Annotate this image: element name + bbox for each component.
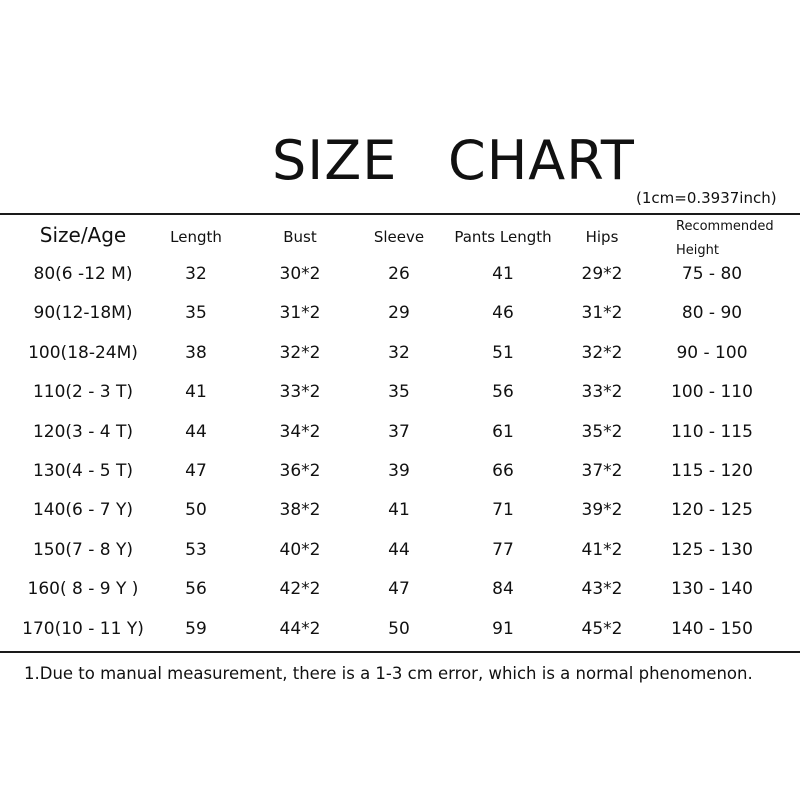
cell-size-age: 110(2 - 3 T) — [32, 382, 134, 403]
cell-pants-length: 71 — [492, 500, 514, 521]
cell-length: 47 — [185, 461, 207, 481]
cell-pants-length: 61 — [492, 421, 514, 442]
cell-hips: 29*2 — [581, 264, 623, 284]
cell-pants-length: 77 — [492, 539, 514, 560]
cell-hips: 43*2 — [581, 579, 623, 600]
cell-hips: 37*2 — [581, 461, 623, 481]
cell-pants-length: 66 — [492, 461, 514, 481]
cell-length: 53 — [185, 539, 207, 560]
header-length: Length — [170, 228, 222, 246]
header-pants-length: Pants Length — [454, 228, 552, 246]
cell-pants-length: 41 — [492, 264, 514, 284]
cell-recommended-height: 75 - 80 — [681, 264, 743, 284]
cell-hips: 33*2 — [581, 382, 623, 403]
table-row — [0, 538, 800, 566]
cell-bust: 40*2 — [279, 539, 321, 560]
cell-hips: 31*2 — [581, 303, 623, 324]
cell-length: 59 — [185, 618, 207, 639]
table-row — [0, 617, 800, 645]
cell-recommended-height: 100 - 110 — [671, 382, 753, 403]
cell-bust: 31*2 — [279, 303, 321, 324]
header-hips: Hips — [585, 228, 619, 246]
cell-pants-length: 46 — [492, 303, 514, 324]
cell-sleeve: 26 — [388, 264, 410, 284]
cell-size-age: 130(4 - 5 T) — [32, 461, 134, 481]
table-row — [0, 262, 800, 290]
cell-length: 44 — [185, 421, 207, 442]
table-row — [0, 498, 800, 526]
cell-hips: 32*2 — [581, 342, 623, 363]
cell-hips: 39*2 — [581, 500, 623, 521]
cell-size-age: 170(10 - 11 Y) — [22, 618, 144, 639]
cell-sleeve: 41 — [388, 500, 410, 521]
table-row — [0, 301, 800, 329]
table-row — [0, 380, 800, 408]
cell-size-age: 140(6 - 7 Y) — [32, 500, 134, 521]
cell-hips: 35*2 — [581, 421, 623, 442]
header-recommended-height: Recommended Height — [676, 219, 774, 258]
cell-length: 50 — [185, 500, 207, 521]
cell-sleeve: 37 — [388, 421, 410, 442]
cell-recommended-height: 120 - 125 — [671, 500, 753, 521]
table-row — [0, 420, 800, 448]
table-row — [0, 341, 800, 369]
table-row — [0, 577, 800, 605]
table-header-row — [0, 214, 800, 260]
cell-length: 35 — [185, 303, 207, 324]
cell-sleeve: 47 — [388, 579, 410, 600]
cell-sleeve: 35 — [388, 382, 410, 403]
cell-pants-length: 84 — [492, 579, 514, 600]
cell-bust: 42*2 — [279, 579, 321, 600]
cell-length: 32 — [185, 264, 207, 284]
table-row — [0, 459, 800, 487]
cell-recommended-height: 115 - 120 — [671, 461, 753, 481]
header-bust: Bust — [283, 228, 317, 246]
cell-size-age: 120(3 - 4 T) — [32, 421, 134, 442]
cell-pants-length: 91 — [492, 618, 514, 639]
cell-recommended-height: 90 - 100 — [676, 342, 748, 363]
cell-sleeve: 32 — [388, 342, 410, 363]
cell-length: 56 — [185, 579, 207, 600]
cell-bust: 30*2 — [279, 264, 321, 284]
footnote: 1.Due to manual measurement, there is a 1-3 cm error, which is a normal phenomenon. — [24, 664, 753, 683]
header-size-age: Size/Age — [39, 223, 127, 247]
cell-recommended-height: 110 - 115 — [671, 421, 753, 442]
cell-recommended-height: 130 - 140 — [671, 579, 753, 600]
cell-hips: 45*2 — [581, 618, 623, 639]
cell-bust: 32*2 — [279, 342, 321, 363]
cell-recommended-height: 140 - 150 — [671, 618, 753, 639]
cell-size-age: 90(12-18M) — [33, 303, 133, 324]
cell-recommended-height: 125 - 130 — [671, 539, 753, 560]
cell-bust: 36*2 — [279, 461, 321, 481]
cell-sleeve: 29 — [388, 303, 410, 324]
table-bottom-rule — [0, 651, 800, 653]
cell-sleeve: 50 — [388, 618, 410, 639]
cell-size-age: 100(18-24M) — [28, 342, 138, 363]
cell-bust: 34*2 — [279, 421, 321, 442]
cell-bust: 33*2 — [279, 382, 321, 403]
cell-recommended-height: 80 - 90 — [681, 303, 743, 324]
title-word-size: SIZE — [272, 129, 398, 192]
cell-bust: 38*2 — [279, 500, 321, 521]
header-sleeve: Sleeve — [373, 228, 425, 246]
cell-sleeve: 44 — [388, 539, 410, 560]
cell-pants-length: 56 — [492, 382, 514, 403]
cell-size-age: 150(7 - 8 Y) — [32, 539, 134, 560]
title-word-chart: CHART — [448, 129, 635, 192]
cell-pants-length: 51 — [492, 342, 514, 363]
cell-bust: 44*2 — [279, 618, 321, 639]
unit-conversion-note: (1cm=0.3937inch) — [636, 189, 777, 207]
cell-size-age: 160( 8 - 9 Y ) — [27, 579, 139, 600]
size-chart-title — [0, 126, 800, 196]
cell-length: 38 — [185, 342, 207, 363]
cell-hips: 41*2 — [581, 539, 623, 560]
cell-size-age: 80(6 -12 M) — [33, 264, 133, 284]
cell-length: 41 — [185, 382, 207, 403]
cell-sleeve: 39 — [388, 461, 410, 481]
